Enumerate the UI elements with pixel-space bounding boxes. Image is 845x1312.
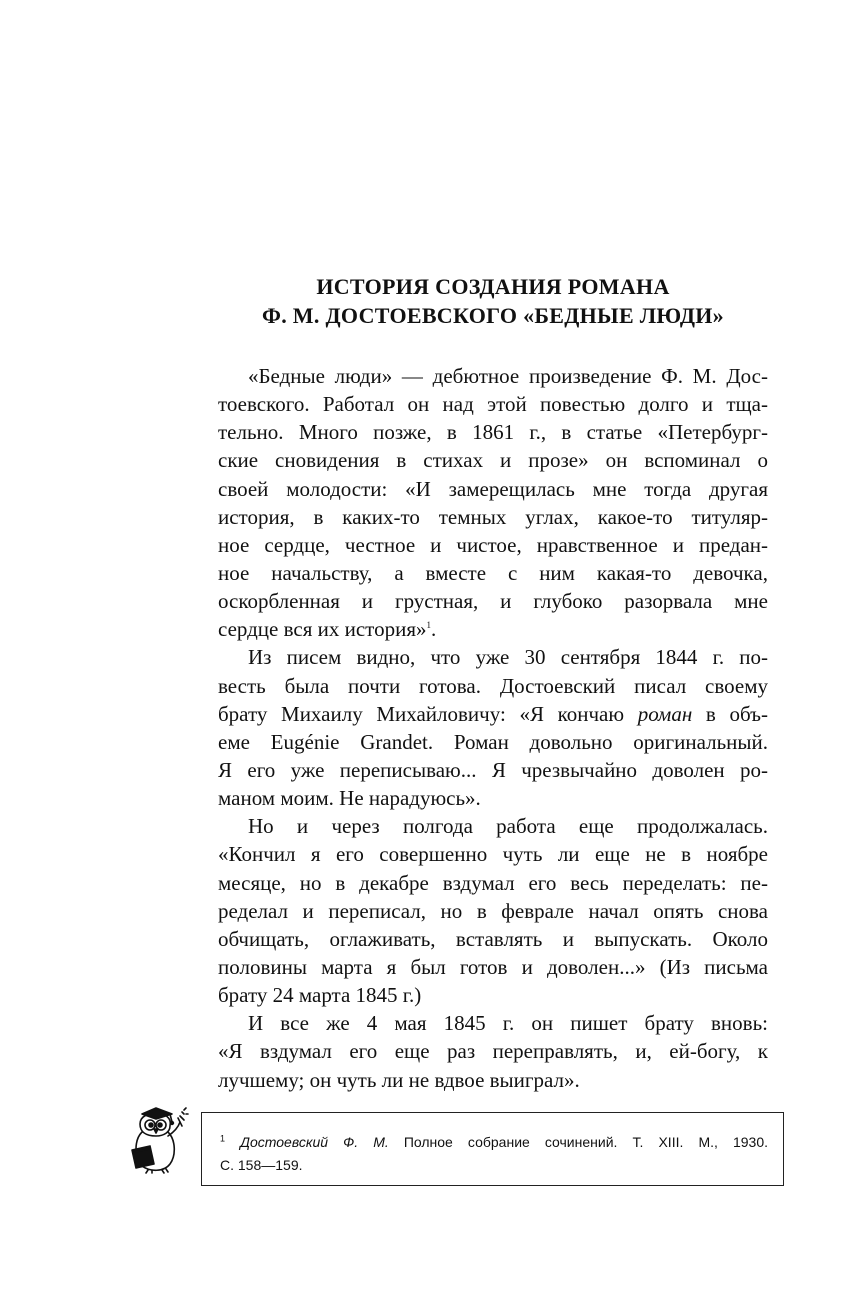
footnote-line-2: С. 158—159. [220,1157,303,1173]
footnote-author: Достоевский Ф. М. [240,1134,389,1150]
text-line: «Кончил я его совершенно чуть ли еще не в ноябре [218,842,768,867]
text-line: половины марта я был готов и доволен...» (Из письма [218,954,768,979]
chapter-title [200,272,786,330]
text-line: Из писем видно, что уже 30 сентября 1844 г. по- [248,645,768,670]
paragraph-2 [218,643,768,812]
text-line: «Бедные люди» — дебютное произведение Ф. М. Дос- [248,364,768,388]
text-line: оскорбленная и грустная, и глубоко разорвала мне [218,589,768,614]
footnote-line-1 [220,1131,768,1154]
text-fragment: в объ- [692,701,768,726]
text-line: весть была почти готова. Достоевский писал своему [218,673,768,698]
text-line: «Я вздумал его еще раз переправлять, и, ей-богу, к [218,1039,768,1064]
text-line: ное сердце, честное и чистое, нравственное и предан- [218,532,768,557]
title-line-1: ИСТОРИЯ СОЗДАНИЯ РОМАНА [316,274,670,299]
owl-scholar-icon [124,1106,190,1174]
text-fragment: сердце вся их история» [218,617,427,642]
text-line: лучшему; он чуть ли не вдвое выиграл». [218,1067,580,1092]
text-line: тоевского. Работал он над этой повестью долго и тща- [218,392,768,417]
text-line [218,700,768,728]
text-line: история, в каких-то темных углах, какое-то титуляр- [218,504,768,529]
text-line: своей молодости: «И замерещилась мне тогда другая [218,476,768,501]
italic-word: роман [637,701,693,726]
paragraph-3 [218,812,768,1009]
paragraph-4 [218,1009,768,1093]
text-line: маном моим. Не нарадуюсь». [218,786,481,811]
body-text [218,362,768,1094]
title-line-2: Ф. М. ДОСТОЕВСКОГО «БЕДНЫЕ ЛЮДИ» [262,303,724,328]
text-line [218,615,768,643]
footnote-ref: 1 [426,620,431,631]
footnote-citation: Полное собрание сочинений. Т. XIII. М., 1930. [388,1134,768,1150]
text-fragment: . [430,617,437,642]
text-line: месяце, но в декабре вздумал его весь переделать: пе- [218,870,768,895]
text-line: брату 24 марта 1845 г.) [218,983,422,1008]
text-line: ределал и переписал, но в феврале начал опять снова [218,898,768,923]
text-line: ские сновидения в стихах и прозе» он вспоминал о [218,448,768,473]
text-line: еме Eugénie Grandet. Роман довольно оригинальный. [218,729,768,754]
text-line: обчищать, оглаживать, вставлять и выпускать. Около [218,926,768,951]
footnote-text [220,1131,768,1177]
text-line: Но и через полгода работа еще продолжалась. [248,814,768,839]
paragraph-1 [218,362,768,643]
footnote-number: 1 [220,1133,226,1144]
text-fragment: брату Михаилу Михайловичу: «Я кончаю [218,701,638,726]
footnote-box [201,1112,784,1186]
text-line: ное начальству, а вместе с ним какая-то девочка, [218,560,768,585]
text-line: И все же 4 мая 1845 г. он пишет брату вновь: [248,1011,768,1036]
text-line: Я его уже переписываю... Я чрезвычайно доволен ро- [218,757,768,782]
text-line: тельно. Много позже, в 1861 г., в статье «Петербург- [218,420,768,445]
